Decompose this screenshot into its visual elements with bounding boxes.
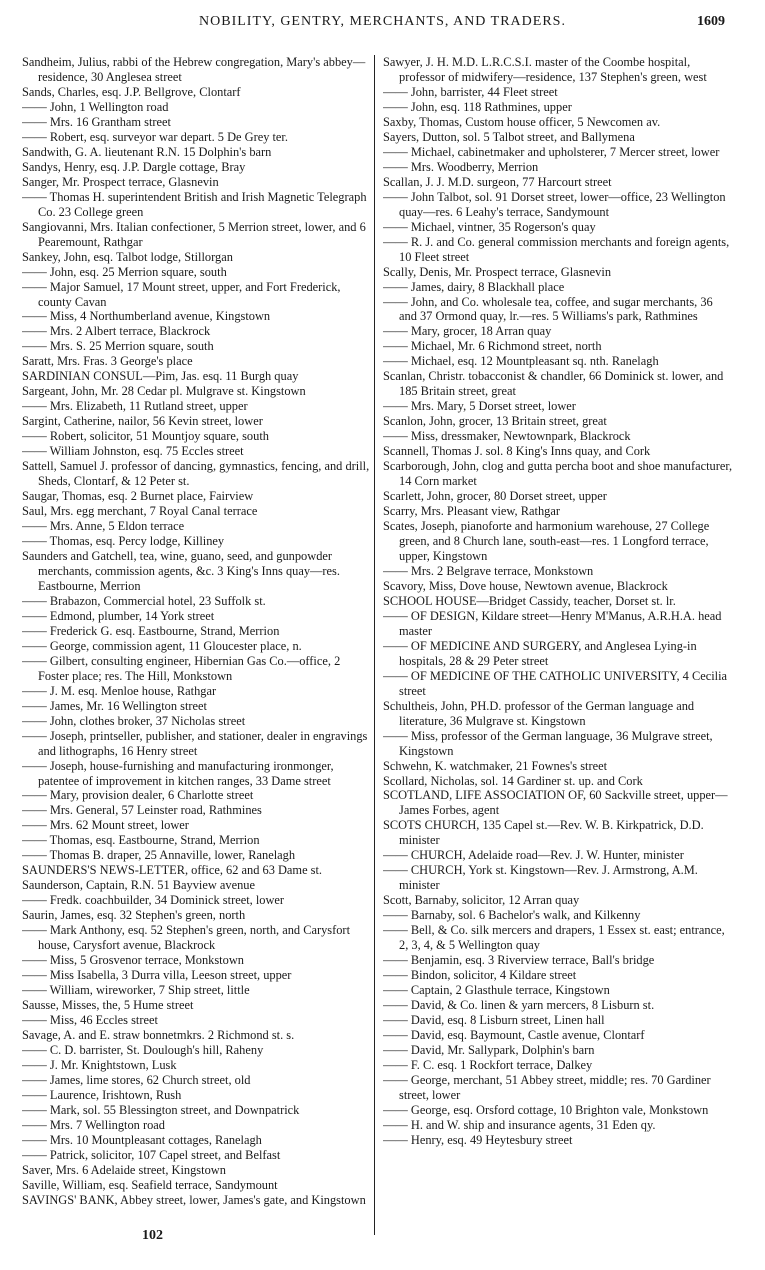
directory-entry: Scanlon, John, grocer, 13 Britain street, great bbox=[383, 414, 607, 429]
directory-entry: —— Miss, 5 Grosvenor terrace, Monkstown bbox=[22, 953, 244, 968]
directory-entry: Scarborough, John, clog and gutta percha boot and shoe manufacturer, 14 Corn market bbox=[383, 459, 733, 489]
signature-mark: 102 bbox=[142, 1228, 163, 1243]
directory-entry: —— Miss, professor of the German language, 36 Mulgrave street, Kingstown bbox=[383, 728, 713, 758]
directory-entry: Scollard, Nicholas, sol. 14 Gardiner st. up. and Cork bbox=[383, 773, 643, 788]
directory-entry: Sangiovanni, Mrs. Italian confectioner, 5 Merrion street, lower, and 6 Pearemount, Rathgar bbox=[22, 219, 366, 249]
directory-entry: Scott, Barnaby, solicitor, 12 Arran quay bbox=[383, 893, 580, 908]
directory-entry: —— Mrs. Mary, 5 Dorset street, lower bbox=[383, 399, 576, 414]
directory-entry: Scannell, Thomas J. sol. 8 King's Inns quay, and Cork bbox=[383, 444, 651, 459]
directory-entry: Scally, Denis, Mr. Prospect terrace, Glasnevin bbox=[383, 264, 612, 279]
directory-entry: SAUNDERS'S NEWS-LETTER, office, 62 and 63 Dame st. bbox=[22, 863, 323, 878]
directory-entry: —— Captain, 2 Glasthule terrace, Kingstown bbox=[383, 983, 610, 998]
directory-entry: SCOTS CHURCH, 135 Capel st.—Rev. W. B. Kirkpatrick, D.D. minister bbox=[383, 818, 704, 848]
directory-entry: —— Brabazon, Commercial hotel, 23 Suffolk st. bbox=[22, 593, 266, 608]
directory-entry: Sands, Charles, esq. J.P. Bellgrove, Clontarf bbox=[22, 84, 241, 99]
directory-entry: Scarry, Mrs. Pleasant view, Rathgar bbox=[383, 504, 560, 519]
directory-entry: —— Edmond, plumber, 14 York street bbox=[22, 608, 215, 623]
directory-entry: —— OF MEDICINE AND SURGERY, and Anglesea Lying-in hospitals, 28 & 29 Peter street bbox=[383, 638, 697, 668]
directory-entry: Schwehn, K. watchmaker, 21 Fownes's street bbox=[383, 758, 608, 773]
directory-entry: —— Gilbert, consulting engineer, Hibernian Gas Co.—office, 2 Foster place; res. The Hill, Monkstown bbox=[22, 653, 341, 683]
directory-entry: —— OF DESIGN, Kildare street—Henry M'Manus, A.R.H.A. head master bbox=[383, 608, 722, 638]
directory-entry: Sayers, Dutton, sol. 5 Talbot street, and Ballymena bbox=[383, 129, 635, 144]
directory-entry: —— Mrs. 16 Grantham street bbox=[22, 114, 172, 129]
directory-entry: —— Thomas, esq. Percy lodge, Killiney bbox=[22, 534, 225, 548]
directory-entry: Saver, Mrs. 6 Adelaide street, Kingstown bbox=[22, 1162, 226, 1177]
directory-entry: —— Major Samuel, 17 Mount street, upper, and Fort Frederick, county Cavan bbox=[22, 279, 341, 309]
directory-entry: —— Laurence, Irishtown, Rush bbox=[22, 1087, 182, 1102]
page-title: NOBILITY, GENTRY, MERCHANTS, AND TRADERS. bbox=[199, 14, 566, 29]
directory-entry: Saul, Mrs. egg merchant, 7 Royal Canal terrace bbox=[22, 504, 258, 519]
directory-entry: —— Mrs. General, 57 Leinster road, Rathmines bbox=[22, 803, 262, 818]
directory-entry: SAVINGS' BANK, Abbey street, lower, James's gate, and Kingstown bbox=[22, 1192, 366, 1207]
directory-entry: —— Michael, cabinetmaker and upholsterer, 7 Mercer street, lower bbox=[383, 144, 720, 159]
directory-entry: —— Mrs. S. 25 Merrion square, south bbox=[22, 339, 214, 354]
directory-entry: —— J. M. esq. Menloe house, Rathgar bbox=[22, 683, 217, 698]
directory-entry: Schultheis, John, PH.D. professor of the German language and literature, 36 Mulgrave st. Kingstown bbox=[383, 698, 695, 728]
directory-entry: —— Mrs. 10 Mountpleasant cottages, Ranelagh bbox=[22, 1132, 262, 1147]
directory-entry: —— J. Mr. Knightstown, Lusk bbox=[22, 1057, 177, 1072]
directory-entry: —— John Talbot, sol. 91 Dorset street, lower—office, 23 Wellington quay—res. 6 Leahy's terrace, Sandymount bbox=[383, 189, 726, 219]
directory-entry: —— Henry, esq. 49 Heytesbury street bbox=[383, 1132, 573, 1147]
directory-entry: —— John, 1 Wellington road bbox=[22, 99, 169, 114]
directory-entry: Sattell, Samuel J. professor of dancing, gymnastics, fencing, and drill, Sheds, Clontarf, & 12 Peter st. bbox=[22, 459, 370, 489]
directory-entry: Scanlan, Christr. tobacconist & chandler, 66 Dominick st. lower, and 185 Britain street, great bbox=[383, 369, 724, 399]
right-column bbox=[383, 55, 733, 1235]
directory-entry: Sawyer, J. H. M.D. L.R.C.S.I. master of the Coombe hospital, professor of midwifery—residence, 137 Stephen's green, west bbox=[383, 55, 707, 84]
directory-entry: —— John, clothes broker, 37 Nicholas street bbox=[22, 713, 246, 728]
directory-entry: —— Frederick G. esq. Eastbourne, Strand, Merrion bbox=[22, 623, 280, 638]
directory-entry: —— Thomas H. superintendent British and Irish Magnetic Telegraph Co. 23 College green bbox=[22, 189, 367, 219]
directory-entry: —— Benjamin, esq. 3 Riverview terrace, Ball's bridge bbox=[383, 953, 655, 968]
directory-entry: —— Miss Isabella, 3 Durra villa, Leeson street, upper bbox=[22, 968, 292, 983]
directory-entry: Saunderson, Captain, R.N. 51 Bayview avenue bbox=[22, 878, 255, 893]
directory-entry: —— David, esq. 8 Lisburn street, Linen hall bbox=[383, 1013, 605, 1027]
directory-entry: Saratt, Mrs. Fras. 3 George's place bbox=[22, 354, 193, 369]
directory-entry: —— F. C. esq. 1 Rockfort terrace, Dalkey bbox=[383, 1057, 593, 1072]
column-divider bbox=[374, 55, 375, 1235]
directory-entry: —— Mary, grocer, 18 Arran quay bbox=[383, 324, 552, 339]
directory-entry: —— OF MEDICINE OF THE CATHOLIC UNIVERSITY, 4 Cecilia street bbox=[383, 668, 728, 698]
directory-entry: Sausse, Misses, the, 5 Hume street bbox=[22, 998, 194, 1013]
directory-entry: —— Mark Anthony, esq. 52 Stephen's green, north, and Carysfort house, Carysfort avenue, Blackrock bbox=[22, 923, 351, 953]
directory-entry: —— Robert, esq. surveyor war depart. 5 De Grey ter. bbox=[22, 129, 288, 144]
page-number: 1609 bbox=[697, 14, 725, 29]
directory-entry: Sargeant, John, Mr. 28 Cedar pl. Mulgrave st. Kingstown bbox=[22, 384, 306, 399]
directory-entry: Saunders and Gatchell, tea, wine, guano, seed, and gunpowder merchants, commission agents, &c. 3 King's Inns quay—res. Eastbourne, Merrion bbox=[22, 548, 340, 593]
directory-entry: —— Mark, sol. 55 Blessington street, and Downpatrick bbox=[22, 1102, 300, 1117]
directory-entry: Sandys, Henry, esq. J.P. Dargle cottage, Bray bbox=[22, 159, 246, 174]
directory-entry: —— Mrs. Woodberry, Merrion bbox=[383, 159, 539, 174]
directory-entry: —— Bell, & Co. silk mercers and drapers, 1 Essex st. east; entrance, 2, 3, 4, & 5 Wellington quay bbox=[383, 923, 725, 953]
directory-entry: —— Barnaby, sol. 6 Bachelor's walk, and Kilkenny bbox=[383, 908, 641, 923]
directory-entry: Sandwith, G. A. lieutenant R.N. 15 Dolphin's barn bbox=[22, 144, 272, 159]
directory-entry: —— Michael, Mr. 6 Richmond street, north bbox=[383, 339, 602, 354]
directory-entry: —— James, dairy, 8 Blackhall place bbox=[383, 279, 565, 294]
directory-entry: —— Miss, 46 Eccles street bbox=[22, 1013, 158, 1027]
directory-entry: —— Michael, esq. 12 Mountpleasant sq. nth. Ranelagh bbox=[383, 354, 659, 369]
directory-entry: Scates, Joseph, pianoforte and harmonium warehouse, 27 College green, and 8 Church lane, south-east—res. 1 Longford terrace, upper, Kingstown bbox=[383, 519, 710, 563]
directory-entry: —— CHURCH, York st. Kingstown—Rev. J. Armstrong, A.M. minister bbox=[383, 863, 698, 893]
directory-entry: —— John, barrister, 44 Fleet street bbox=[383, 84, 558, 99]
directory-entry: —— Mrs. 2 Albert terrace, Blackrock bbox=[22, 324, 211, 339]
directory-entry: —— Miss, 4 Northumberland avenue, Kingstown bbox=[22, 309, 271, 324]
directory-entry: SCHOOL HOUSE—Bridget Cassidy, teacher, Dorset st. lr. bbox=[383, 593, 676, 608]
directory-entry: Saville, William, esq. Seafield terrace, Sandymount bbox=[22, 1177, 278, 1192]
directory-entry: SARDINIAN CONSUL—Pim, Jas. esq. 11 Burgh quay bbox=[22, 369, 299, 384]
directory-entry: —— David, esq. Baymount, Castle avenue, Clontarf bbox=[383, 1027, 645, 1042]
directory-entry: —— Joseph, house-furnishing and manufacturing ironmonger, patentee of improvement in kitchen ranges, 33 Dame street bbox=[22, 758, 334, 788]
directory-entry: —— William Johnston, esq. 75 Eccles street bbox=[22, 444, 244, 459]
directory-entry: —— Michael, vintner, 35 Rogerson's quay bbox=[383, 219, 596, 234]
directory-entry: —— David, & Co. linen & yarn mercers, 8 Lisburn st. bbox=[383, 998, 655, 1013]
directory-entry: —— CHURCH, Adelaide road—Rev. J. W. Hunter, minister bbox=[383, 848, 684, 863]
directory-entry: Sandheim, Julius, rabbi of the Hebrew congregation, Mary's abbey—residence, 30 Anglesea street bbox=[22, 55, 366, 84]
directory-entry: —— George, merchant, 51 Abbey street, middle; res. 70 Gardiner street, lower bbox=[383, 1072, 711, 1102]
directory-entry: —— Patrick, solicitor, 107 Capel street, and Belfast bbox=[22, 1147, 281, 1162]
directory-entry: —— Thomas, esq. Eastbourne, Strand, Merrion bbox=[22, 833, 260, 848]
directory-entry: —— James, lime stores, 62 Church street, old bbox=[22, 1072, 251, 1087]
directory-entry: —— David, Mr. Sallypark, Dolphin's barn bbox=[383, 1042, 595, 1057]
directory-entry: —— Thomas B. draper, 25 Annaville, lower, Ranelagh bbox=[22, 848, 296, 863]
directory-entry: —— John, esq. 118 Rathmines, upper bbox=[383, 99, 572, 114]
directory-entry: —— Mrs. 7 Wellington road bbox=[22, 1117, 165, 1132]
directory-entry: Sanger, Mr. Prospect terrace, Glasnevin bbox=[22, 174, 219, 189]
directory-entry: —— John, and Co. wholesale tea, coffee, and sugar merchants, 36 and 37 Ormond quay, lr.—res. 5 Williams's park, Rathmines bbox=[383, 294, 713, 324]
directory-entry: Sankey, John, esq. Talbot lodge, Stillorgan bbox=[22, 249, 233, 264]
directory-entry: Saurin, James, esq. 32 Stephen's green, north bbox=[22, 908, 246, 923]
directory-entry: —— William, wireworker, 7 Ship street, little bbox=[22, 983, 250, 998]
directory-entry: SCOTLAND, LIFE ASSOCIATION OF, 60 Sackville street, upper—James Forbes, agent bbox=[383, 788, 728, 818]
page-header bbox=[0, 14, 765, 36]
directory-entry: —— Mrs. Anne, 5 Eldon terrace bbox=[22, 519, 185, 534]
directory-entry: —— Miss, dressmaker, Newtownpark, Blackrock bbox=[383, 429, 631, 444]
directory-entry: —— Robert, solicitor, 51 Mountjoy square, south bbox=[22, 429, 269, 444]
directory-entry: —— Mrs. Elizabeth, 11 Rutland street, upper bbox=[22, 399, 248, 414]
directory-entry: —— Mary, provision dealer, 6 Charlotte street bbox=[22, 788, 254, 803]
directory-entry: —— George, commission agent, 11 Gloucester place, n. bbox=[22, 638, 302, 653]
directory-entry: —— James, Mr. 16 Wellington street bbox=[22, 698, 207, 713]
directory-entry: —— H. and W. ship and insurance agents, 31 Eden qy. bbox=[383, 1117, 656, 1132]
directory-entry: —— Mrs. 2 Belgrave terrace, Monkstown bbox=[383, 563, 594, 578]
directory-entry: Scavory, Miss, Dove house, Newtown avenue, Blackrock bbox=[383, 578, 668, 593]
directory-entry: —— George, esq. Orsford cottage, 10 Brighton vale, Monkstown bbox=[383, 1102, 709, 1117]
directory-entry: Scallan, J. J. M.D. surgeon, 77 Harcourt street bbox=[383, 174, 612, 189]
left-column bbox=[22, 55, 372, 1235]
directory-entry: —— John, esq. 25 Merrion square, south bbox=[22, 264, 227, 279]
directory-entry: Saxby, Thomas, Custom house officer, 5 Newcomen av. bbox=[383, 114, 661, 129]
directory-entry: —— R. J. and Co. general commission merchants and foreign agents, 10 Fleet street bbox=[383, 234, 730, 264]
directory-entry: Scarlett, John, grocer, 80 Dorset street, upper bbox=[383, 489, 607, 504]
directory-entry: —— Fredk. coachbuilder, 34 Dominick street, lower bbox=[22, 893, 285, 908]
directory-entry: —— Bindon, solicitor, 4 Kildare street bbox=[383, 968, 577, 983]
directory-entry: —— C. D. barrister, St. Doulough's hill, Raheny bbox=[22, 1042, 264, 1057]
directory-entry: Saugar, Thomas, esq. 2 Burnet place, Fairview bbox=[22, 489, 254, 504]
directory-entry: —— Joseph, printseller, publisher, and stationer, dealer in engravings and lithographs, 16 Henry street bbox=[22, 728, 368, 758]
directory-entry: Savage, A. and E. straw bonnetmkrs. 2 Richmond st. s. bbox=[22, 1027, 295, 1042]
directory-entry: —— Mrs. 62 Mount street, lower bbox=[22, 818, 189, 833]
directory-entry: Sargint, Catherine, nailor, 56 Kevin street, lower bbox=[22, 414, 263, 429]
